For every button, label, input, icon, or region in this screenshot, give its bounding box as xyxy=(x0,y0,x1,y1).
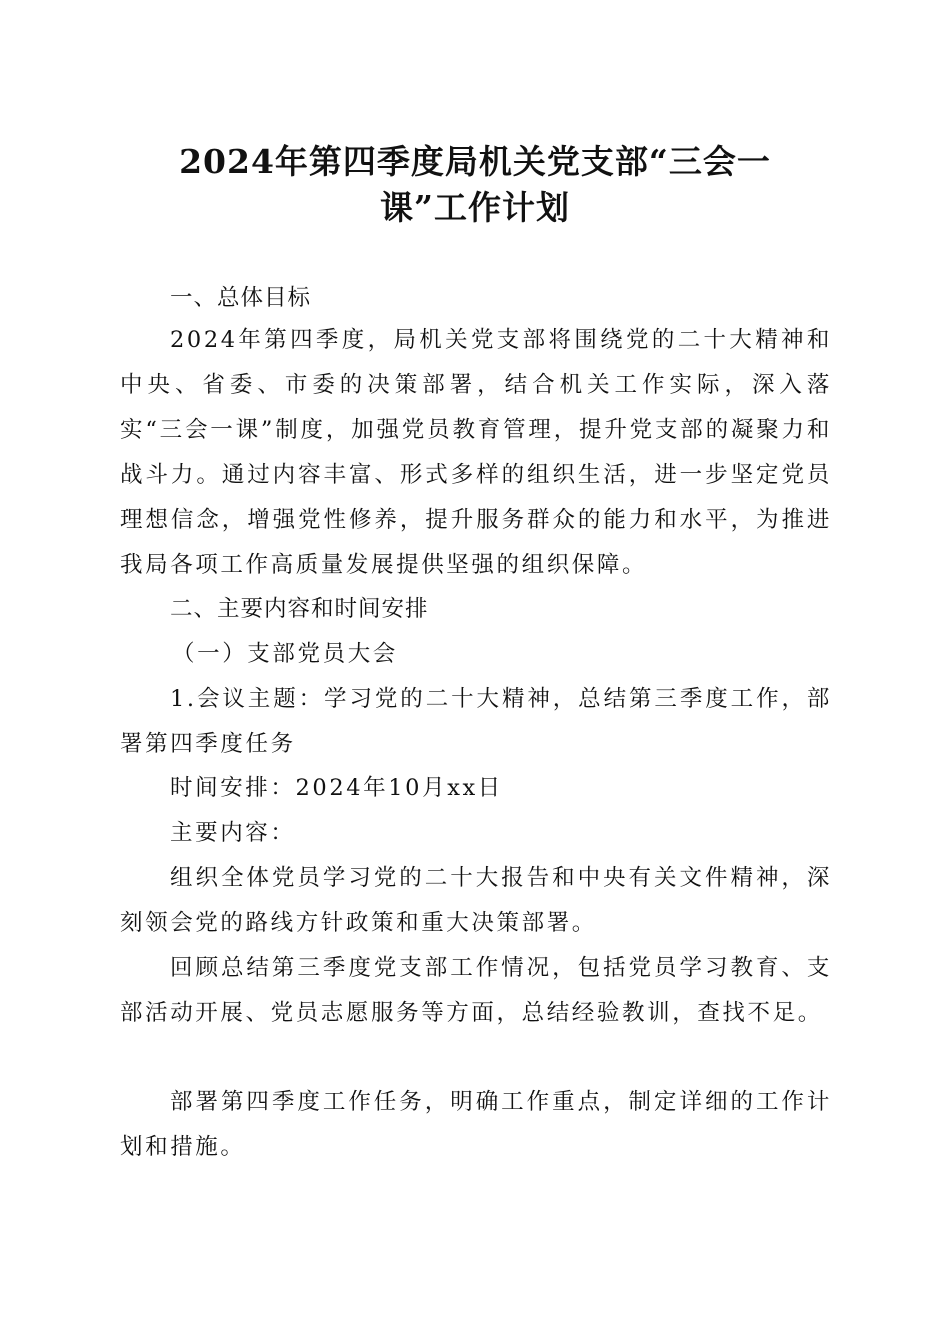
section-heading-overall-goal: 一、总体目标 xyxy=(170,285,312,311)
document-title-line-1: 2024年第四季度局机关党支部“三会一 xyxy=(179,142,771,181)
document-title-line-2: 课”工作计划 xyxy=(380,188,570,227)
section-heading-main-content: 二、主要内容和时间安排 xyxy=(170,596,429,622)
subsection-heading-party-member-meeting: （一）支部党员大会 xyxy=(172,641,398,667)
main-content-label: 主要内容： xyxy=(170,820,296,846)
meeting-schedule: 时间安排：2024年10月xx日 xyxy=(170,775,503,801)
content-paragraph-study: 组织全体党员学习党的二十大报告和中央有关文件精神，深刻领会党的路线方针政策和重大决策部署。 xyxy=(120,865,832,936)
overall-goal-paragraph: 2024年第四季度，局机关党支部将围绕党的二十大精神和中央、省委、市委的决策部署，结合机关工作实际，深入落实“三会一课”制度，加强党员教育管理，提升党支部的凝聚力和战斗力。通过内容丰富、形式多样的组织生活，进一步坚定党员理想信念，增强党性修养，提升服务群众的能力和水平，为推进我局各项工作高质量发展提供坚强的组织保障。 xyxy=(120,327,832,578)
content-paragraph-deploy: 部署第四季度工作任务，明确工作重点，制定详细的工作计划和措施。 xyxy=(120,1089,832,1160)
meeting-topic-paragraph: 1.会议主题：学习党的二十大精神，总结第三季度工作，部署第四季度任务 xyxy=(120,686,832,757)
content-paragraph-review: 回顾总结第三季度党支部工作情况，包括党员学习教育、支部活动开展、党员志愿服务等方面，总结经验教训，查找不足。 xyxy=(120,955,832,1026)
